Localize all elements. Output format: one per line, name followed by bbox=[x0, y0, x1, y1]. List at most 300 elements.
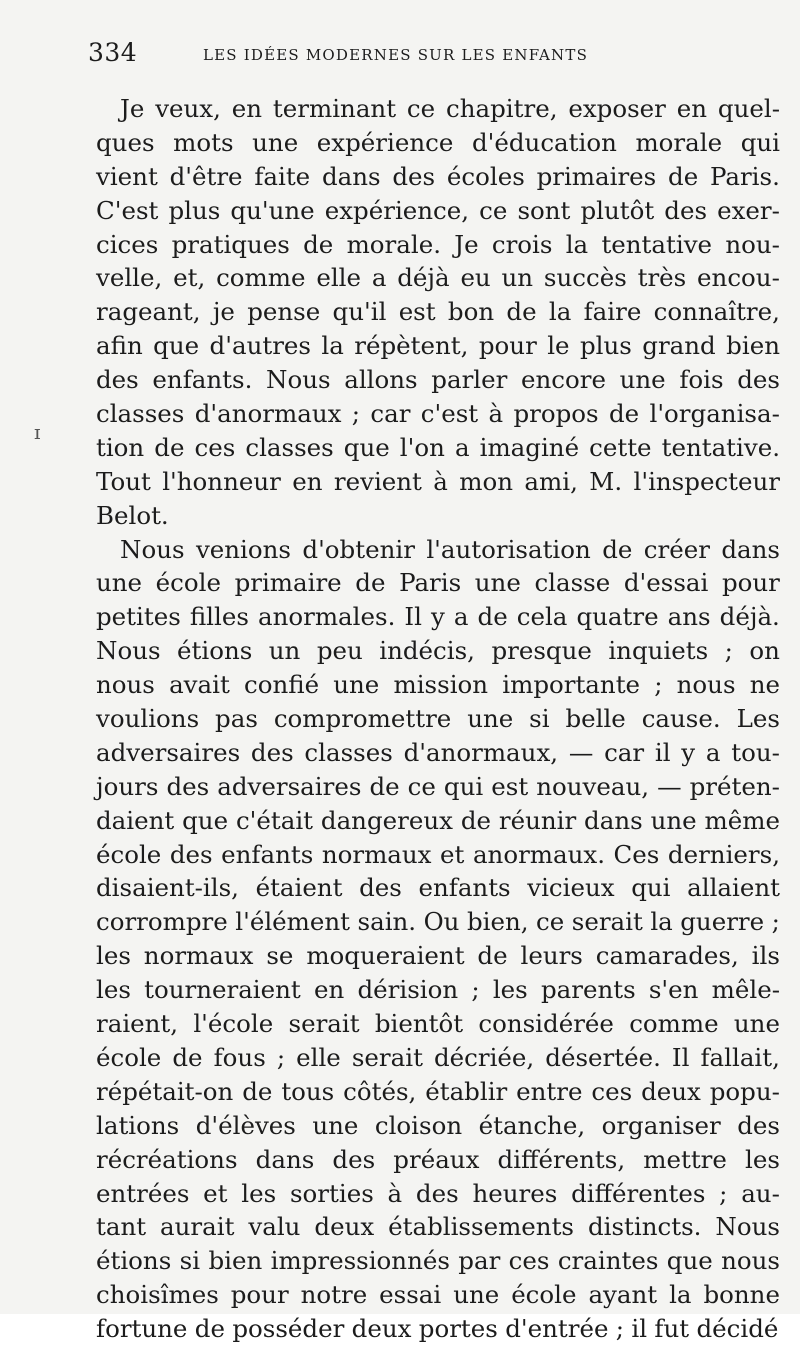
word: ami, bbox=[524, 466, 578, 496]
word: est bbox=[491, 771, 529, 801]
word: d'élèves bbox=[195, 1110, 296, 1140]
word: adversaires bbox=[96, 737, 241, 767]
word: et bbox=[440, 839, 465, 869]
word: un bbox=[268, 636, 301, 666]
word: serait bbox=[288, 1009, 360, 1039]
word: tentative. bbox=[661, 432, 780, 462]
text-line bbox=[96, 702, 780, 736]
word: si bbox=[179, 1246, 201, 1276]
word: Paris. bbox=[709, 161, 780, 191]
word: en bbox=[676, 94, 708, 123]
word: classes bbox=[96, 399, 185, 429]
word: des bbox=[96, 365, 139, 395]
word: des bbox=[332, 1144, 376, 1174]
word: fut bbox=[654, 1314, 690, 1344]
word: de bbox=[608, 399, 640, 429]
word: faite bbox=[254, 161, 311, 191]
text-line bbox=[96, 329, 780, 363]
word: cela bbox=[516, 602, 568, 632]
word: Nous bbox=[715, 1212, 780, 1242]
word: terminant bbox=[272, 94, 397, 123]
word: une bbox=[453, 1280, 500, 1310]
word: fallait, bbox=[700, 1042, 780, 1072]
word: primaire bbox=[234, 568, 342, 598]
word: d'éducation bbox=[471, 127, 617, 157]
word: ce bbox=[479, 195, 508, 225]
word: plutôt bbox=[580, 195, 655, 225]
word: Je bbox=[120, 94, 145, 123]
text-line bbox=[96, 295, 780, 329]
word: primaires bbox=[536, 161, 657, 191]
word: ayant bbox=[588, 1280, 658, 1310]
word: indécis, bbox=[379, 636, 475, 666]
word: sorties bbox=[289, 1178, 374, 1208]
word: mission bbox=[393, 670, 489, 700]
word: car bbox=[604, 737, 645, 767]
word: mots bbox=[173, 127, 234, 157]
word: grand bbox=[642, 331, 716, 361]
word: à bbox=[387, 1178, 403, 1208]
word: qui bbox=[443, 771, 484, 801]
word: se bbox=[266, 941, 294, 971]
word: Tout bbox=[96, 466, 151, 496]
running-title: LES IDÉES MODERNES SUR LES ENFANTS bbox=[203, 46, 589, 64]
word: étaient bbox=[255, 873, 343, 903]
word: Ou bbox=[423, 907, 460, 937]
word: établir bbox=[425, 1076, 508, 1106]
text-line bbox=[96, 770, 780, 804]
word: nouveau, bbox=[536, 771, 650, 801]
word: d'autres bbox=[209, 331, 311, 361]
word: corrompre bbox=[96, 907, 228, 937]
word: bien bbox=[208, 1246, 263, 1276]
word: popu- bbox=[709, 1076, 780, 1106]
word: Il bbox=[404, 602, 422, 632]
word: ; bbox=[724, 636, 733, 666]
word: établissements bbox=[388, 1212, 575, 1242]
word: dans bbox=[721, 534, 780, 564]
word: ; bbox=[719, 1178, 728, 1208]
word: une bbox=[467, 704, 514, 734]
text-line bbox=[96, 1244, 780, 1278]
word: tentative bbox=[601, 229, 713, 259]
word: M. bbox=[589, 466, 623, 496]
word: la bbox=[650, 907, 673, 937]
word: car bbox=[370, 399, 411, 429]
text-line bbox=[96, 397, 780, 431]
word: en bbox=[292, 466, 323, 496]
word: allons bbox=[344, 365, 418, 395]
word: et bbox=[203, 1178, 228, 1208]
word: bonne bbox=[703, 1280, 780, 1310]
word: serait bbox=[571, 907, 643, 937]
word: bon bbox=[447, 297, 495, 327]
word: y bbox=[681, 737, 696, 767]
word: de bbox=[602, 534, 633, 564]
word: s'en bbox=[648, 975, 699, 1005]
word: que bbox=[182, 805, 229, 835]
word: Ces bbox=[613, 839, 660, 869]
word: école bbox=[96, 839, 162, 869]
word: c'est bbox=[420, 399, 479, 429]
word: a bbox=[705, 737, 721, 767]
word: deux bbox=[351, 1314, 412, 1344]
word: nous bbox=[721, 1246, 780, 1276]
word: répètent, bbox=[354, 331, 469, 361]
word: Nous bbox=[266, 365, 331, 395]
word: fous bbox=[213, 1042, 266, 1072]
word: décriée, bbox=[433, 1042, 535, 1072]
word: normaux bbox=[143, 941, 254, 971]
text-line bbox=[96, 194, 780, 228]
word: raient, bbox=[96, 1009, 179, 1039]
word: portes bbox=[418, 1314, 498, 1344]
word: — bbox=[568, 737, 594, 767]
word: d'anormaux, bbox=[403, 737, 559, 767]
word: camarades, bbox=[595, 941, 739, 971]
word: une bbox=[312, 1110, 359, 1140]
word: très bbox=[637, 263, 687, 293]
word: des bbox=[166, 771, 210, 801]
word: de bbox=[194, 1314, 225, 1344]
word: l'honneur bbox=[162, 466, 281, 496]
word: revient bbox=[333, 466, 422, 496]
word: mon bbox=[459, 466, 514, 496]
word: a bbox=[453, 602, 469, 632]
word: d'essai bbox=[623, 568, 709, 598]
word: écoles bbox=[446, 161, 525, 191]
word: serait bbox=[351, 1042, 423, 1072]
word: encore bbox=[521, 365, 606, 395]
word: cette bbox=[589, 432, 652, 462]
word: succès bbox=[543, 263, 627, 293]
word: filles bbox=[189, 602, 249, 632]
word: tion bbox=[96, 432, 145, 462]
word: réunir bbox=[498, 805, 577, 835]
word: lations bbox=[96, 1110, 180, 1140]
word: enfants bbox=[221, 839, 314, 869]
text-line bbox=[96, 973, 780, 1007]
word: étions bbox=[177, 636, 253, 666]
word: d'obtenir bbox=[302, 534, 415, 564]
word: différentes bbox=[571, 1178, 706, 1208]
word: et, bbox=[173, 263, 206, 293]
word: de bbox=[172, 1042, 203, 1072]
word: récréations bbox=[96, 1144, 238, 1174]
word: les bbox=[96, 975, 131, 1005]
word: chapitre, bbox=[446, 94, 558, 123]
word: tous bbox=[281, 1076, 335, 1106]
word: des bbox=[415, 1178, 459, 1208]
text-line bbox=[96, 1312, 780, 1346]
word: même bbox=[704, 805, 780, 835]
word: à bbox=[488, 399, 504, 429]
word: avait bbox=[169, 670, 230, 700]
word: fortune bbox=[96, 1314, 188, 1344]
page-number: 334 bbox=[88, 38, 138, 67]
word: allaient bbox=[687, 873, 780, 903]
word: voulions bbox=[96, 704, 200, 734]
word: de bbox=[668, 161, 699, 191]
word: ces bbox=[508, 1246, 550, 1276]
word: l'inspecteur bbox=[633, 466, 780, 496]
word: eu bbox=[460, 263, 491, 293]
word: bien, bbox=[466, 907, 529, 937]
word: veux, bbox=[155, 94, 221, 123]
word: de bbox=[303, 229, 334, 259]
word: des bbox=[737, 1110, 780, 1140]
word: a bbox=[371, 263, 387, 293]
word: anormaux. bbox=[472, 839, 606, 869]
word: peu bbox=[316, 636, 363, 666]
word: ans bbox=[667, 602, 711, 632]
word: choisîmes bbox=[96, 1280, 219, 1310]
word: elle bbox=[296, 1042, 341, 1072]
word: d'entrée bbox=[505, 1314, 609, 1344]
word: ce bbox=[406, 94, 436, 123]
word: l'on bbox=[399, 432, 445, 462]
word: nou- bbox=[725, 229, 780, 259]
word: déjà bbox=[397, 263, 450, 293]
word: de bbox=[506, 297, 537, 327]
word: de bbox=[242, 1076, 273, 1106]
word: imaginé bbox=[479, 432, 580, 462]
text-line bbox=[96, 905, 780, 939]
word: nous bbox=[96, 670, 155, 700]
word: ; bbox=[771, 907, 780, 937]
word: de bbox=[154, 432, 185, 462]
word: ces bbox=[591, 1076, 633, 1106]
word: décidé bbox=[696, 1314, 779, 1344]
word: une bbox=[650, 805, 697, 835]
word: ce bbox=[407, 771, 436, 801]
word: qu'une bbox=[230, 195, 315, 225]
word: une bbox=[96, 568, 143, 598]
word: des bbox=[664, 195, 708, 225]
word: y bbox=[430, 602, 445, 632]
word: de bbox=[477, 941, 508, 971]
word: classes bbox=[245, 432, 334, 462]
word: bien bbox=[726, 331, 780, 361]
text-line bbox=[96, 431, 780, 465]
word: pense bbox=[247, 297, 321, 327]
word: plus bbox=[168, 195, 221, 225]
word: préten- bbox=[689, 771, 780, 801]
word: cloison bbox=[374, 1110, 463, 1140]
word: Paris bbox=[399, 568, 462, 598]
word: connaître, bbox=[653, 297, 780, 327]
word: l'élément bbox=[235, 907, 351, 937]
text-line bbox=[96, 566, 780, 600]
text-line bbox=[96, 939, 780, 973]
word: ; bbox=[654, 670, 663, 700]
word: anormales. bbox=[257, 602, 396, 632]
word: normaux bbox=[321, 839, 432, 869]
word: crois bbox=[491, 229, 553, 259]
word: heures bbox=[472, 1178, 558, 1208]
word: l'autorisation bbox=[426, 534, 591, 564]
word: dans bbox=[255, 1144, 315, 1174]
word: deux bbox=[314, 1212, 375, 1242]
word: parents bbox=[540, 975, 636, 1005]
word: dangereux bbox=[320, 805, 453, 835]
word: pour bbox=[721, 568, 780, 598]
word: école bbox=[155, 568, 221, 598]
word: pour bbox=[478, 331, 537, 361]
word: une bbox=[333, 670, 380, 700]
word: sont bbox=[517, 195, 571, 225]
word: que bbox=[153, 331, 200, 361]
word: ces bbox=[194, 432, 236, 462]
word: dérision bbox=[357, 975, 459, 1005]
word: par bbox=[458, 1246, 501, 1276]
word: les bbox=[96, 941, 131, 971]
word: étanche, bbox=[478, 1110, 586, 1140]
word: répétait-on bbox=[96, 1076, 234, 1106]
word: si bbox=[529, 704, 550, 734]
word: les bbox=[241, 1178, 277, 1208]
word: posséder bbox=[232, 1314, 345, 1344]
word: une bbox=[619, 365, 666, 395]
word: distincts. bbox=[587, 1212, 702, 1242]
word: classe bbox=[534, 568, 611, 598]
word: qui bbox=[740, 127, 780, 157]
word: propos bbox=[513, 399, 599, 429]
word: dans bbox=[584, 805, 643, 835]
word: pratiques bbox=[171, 229, 290, 259]
text-line bbox=[96, 92, 780, 126]
word: de bbox=[477, 602, 508, 632]
word: enfants bbox=[418, 873, 511, 903]
word: désertée. bbox=[545, 1042, 661, 1072]
word: déjà. bbox=[719, 602, 780, 632]
text-line bbox=[96, 804, 780, 838]
word: morale. bbox=[346, 229, 441, 259]
word: d'être bbox=[169, 161, 243, 191]
word: on bbox=[749, 636, 780, 666]
word: plus bbox=[579, 331, 632, 361]
word: a bbox=[454, 432, 470, 462]
word: venions bbox=[195, 534, 291, 564]
text-line bbox=[96, 499, 780, 533]
word: de bbox=[460, 805, 491, 835]
word: ; bbox=[351, 399, 361, 429]
margin-mark: ɪ bbox=[34, 420, 41, 444]
word: comme bbox=[216, 263, 306, 293]
word: les bbox=[745, 1144, 780, 1174]
body-text bbox=[96, 92, 780, 1346]
word: dans bbox=[321, 161, 381, 191]
word: des bbox=[359, 873, 402, 903]
word: valu bbox=[248, 1212, 301, 1242]
word: vicieux bbox=[527, 873, 615, 903]
word: différents, bbox=[497, 1144, 626, 1174]
word: une bbox=[474, 568, 521, 598]
word: des bbox=[169, 839, 213, 869]
word: parler bbox=[431, 365, 508, 395]
text-line bbox=[96, 228, 780, 262]
running-head bbox=[88, 38, 778, 68]
word: ce bbox=[536, 907, 565, 937]
word: expérience, bbox=[324, 195, 470, 225]
word: velle, bbox=[96, 263, 163, 293]
text-line bbox=[96, 1278, 780, 1312]
word: la bbox=[321, 331, 344, 361]
word: moqueraient bbox=[306, 941, 465, 971]
word: deux bbox=[641, 1076, 701, 1106]
word: nous bbox=[676, 670, 736, 700]
word: petites bbox=[96, 602, 181, 632]
word: compromettre bbox=[273, 704, 452, 734]
word: essai bbox=[379, 1280, 442, 1310]
word: école bbox=[511, 1280, 577, 1310]
word: pas bbox=[215, 704, 258, 734]
word: fois bbox=[679, 365, 724, 395]
word: derniers, bbox=[667, 839, 780, 869]
word: afin bbox=[96, 331, 143, 361]
text-line bbox=[96, 1007, 780, 1041]
word: belle bbox=[565, 704, 626, 734]
word: comme bbox=[629, 1009, 719, 1039]
word: leurs bbox=[520, 941, 583, 971]
word: à bbox=[433, 466, 448, 496]
text-line bbox=[96, 1177, 780, 1211]
text-line bbox=[96, 1210, 780, 1244]
word: encou- bbox=[697, 263, 780, 293]
word: préaux bbox=[393, 1144, 480, 1174]
word: expérience bbox=[316, 127, 454, 157]
text-line bbox=[96, 261, 780, 295]
word: que bbox=[343, 432, 390, 462]
text-line bbox=[96, 600, 780, 634]
word: tant bbox=[96, 1212, 147, 1242]
word: Nous bbox=[96, 636, 161, 666]
word: les bbox=[492, 975, 528, 1005]
text-line bbox=[96, 160, 780, 194]
word: au- bbox=[741, 1178, 780, 1208]
word: un bbox=[501, 263, 534, 293]
word: jours bbox=[96, 771, 159, 801]
word: tourneraient bbox=[144, 975, 301, 1005]
word: cause. bbox=[641, 704, 721, 734]
word: des bbox=[737, 365, 780, 395]
word: l'organisa- bbox=[649, 399, 780, 429]
word: exer- bbox=[717, 195, 780, 225]
word: une bbox=[252, 127, 299, 157]
word: impressionnés bbox=[270, 1246, 450, 1276]
word: cices bbox=[96, 229, 159, 259]
word: vient bbox=[96, 161, 158, 191]
word: ; bbox=[276, 1042, 286, 1072]
word: je bbox=[212, 297, 235, 327]
word: importante bbox=[502, 670, 641, 700]
word: inquiets bbox=[608, 636, 709, 666]
text-line bbox=[96, 1075, 780, 1109]
text-line bbox=[96, 736, 780, 770]
word: Il bbox=[671, 1042, 690, 1072]
word: ne bbox=[749, 670, 780, 700]
word: côtés, bbox=[343, 1076, 417, 1106]
word: — bbox=[657, 771, 682, 801]
text-line bbox=[96, 465, 780, 499]
text-line bbox=[96, 533, 780, 567]
word: Belot. bbox=[96, 500, 169, 530]
word: adversaires bbox=[217, 771, 362, 801]
word: la bbox=[669, 1280, 692, 1310]
word: craintes bbox=[557, 1246, 659, 1276]
word: la bbox=[548, 297, 572, 327]
word: bientôt bbox=[374, 1009, 464, 1039]
